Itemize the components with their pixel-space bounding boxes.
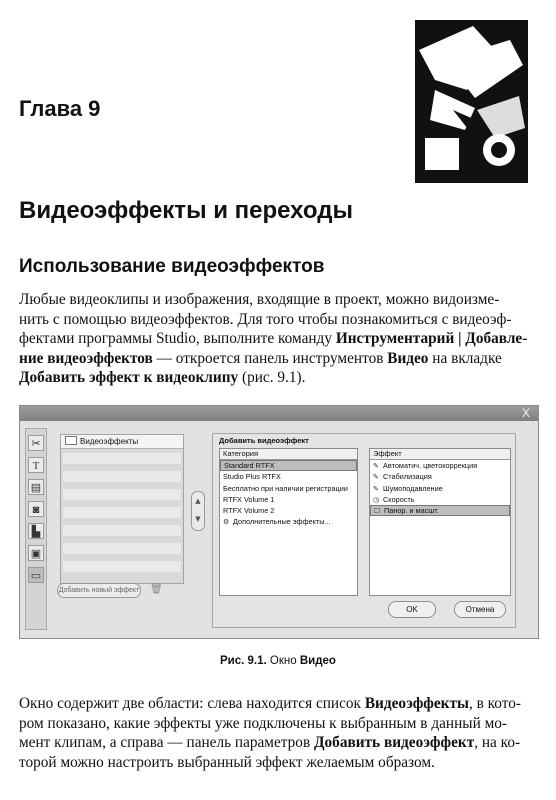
add-effect-dialog	[212, 433, 516, 628]
trash-icon[interactable]: 🗑	[150, 584, 163, 595]
category-item[interactable]: RTFX Volume 2	[223, 506, 275, 516]
effect-item[interactable]: ◷ Скорость	[370, 494, 510, 505]
tools-toolbar	[25, 428, 47, 630]
effects-list-header: Видеоэффекты	[61, 435, 183, 449]
chapter-label: Глава 9	[19, 96, 101, 121]
category-item[interactable]: Standard RTFX	[220, 460, 357, 471]
pan-zoom-icon: ☐	[374, 507, 381, 516]
title-icon[interactable]: T	[28, 457, 44, 473]
category-item[interactable]: Бесплатно при наличии регистрации	[223, 483, 348, 493]
effect-item[interactable]: ✎ Стабилизация	[370, 471, 510, 482]
chapter-title: Видеоэффекты и переходы	[19, 197, 354, 224]
close-icon[interactable]: X	[521, 406, 530, 420]
add-new-effect-button[interactable]: Добавить новый эффект	[57, 583, 141, 598]
category-item[interactable]: Studio Plus RTFX	[223, 472, 281, 482]
arrow-up-icon[interactable]: ▲	[195, 497, 201, 505]
category-item[interactable]: RTFX Volume 1	[223, 494, 275, 504]
effect-header: Эффект	[370, 449, 510, 460]
cancel-button[interactable]: Отмена	[454, 601, 506, 618]
effect-list	[369, 448, 511, 596]
more-effects-icon: ⚙	[223, 518, 230, 527]
wand-icon: ✎	[373, 473, 379, 482]
clapper-icon[interactable]: ▙	[28, 523, 44, 539]
wand-icon: ✎	[373, 484, 379, 493]
intro-paragraph: Любые видеоклипы и изображения, входящие в проект, можно видоизме- нить с помощью видеоэффектов. Для того чтобы познакомиться с видеоэф- фектами программы Studio, выполните команду Инструментарий | Добавле- ние видеоэффектов — откроется панель инструментов Видео на вкладке Добавить эффект к видеоклипу (рис. 9.1).	[19, 291, 528, 386]
category-header: Категория	[220, 449, 357, 460]
folder-icon	[65, 436, 77, 445]
video-toolbox-icon[interactable]: ✂	[28, 435, 44, 451]
video-effects-icon[interactable]: ▭	[28, 567, 44, 583]
dialog-title: Добавить видеоэффект	[219, 436, 309, 445]
move-effect-arrows[interactable]	[191, 491, 205, 531]
figure-caption: Рис. 9.1. Окно Видео	[220, 655, 336, 667]
wand-icon: ✎	[373, 462, 379, 470]
chapter-logo-graphic	[415, 20, 528, 183]
effect-item[interactable]: ✎ Шумоподавление	[370, 483, 510, 494]
category-item[interactable]: ⚙ Дополнительные эффекты...	[220, 516, 357, 527]
arrow-down-icon[interactable]: ▼	[195, 515, 201, 523]
frame-icon[interactable]: ▣	[28, 545, 44, 561]
ok-button[interactable]: OK	[388, 601, 436, 618]
effect-item[interactable]: ☐ Панор. и масшт.	[370, 505, 510, 516]
effect-item[interactable]: ✎ Автоматич. цветокоррекция	[370, 460, 510, 471]
category-list	[219, 448, 358, 596]
video-window	[19, 405, 539, 639]
window-titlebar	[20, 406, 538, 421]
section-heading: Использование видеоэффектов	[19, 256, 325, 277]
photo-icon[interactable]: ▤	[28, 479, 44, 495]
effects-list-panel	[60, 434, 184, 584]
clock-icon: ◷	[373, 495, 380, 504]
outro-paragraph: Окно содержит две области: слева находится список Видеоэффекты, в кото- ром показано, какие эффекты уже подключены к выбранным в данный мо- мент клипам, а справа — панель параметров Добавить видеоэффект, на ко- торой можно настроить выбранный эффект желаемым образом.	[19, 695, 521, 771]
audio-icon[interactable]: ◙	[28, 501, 44, 517]
